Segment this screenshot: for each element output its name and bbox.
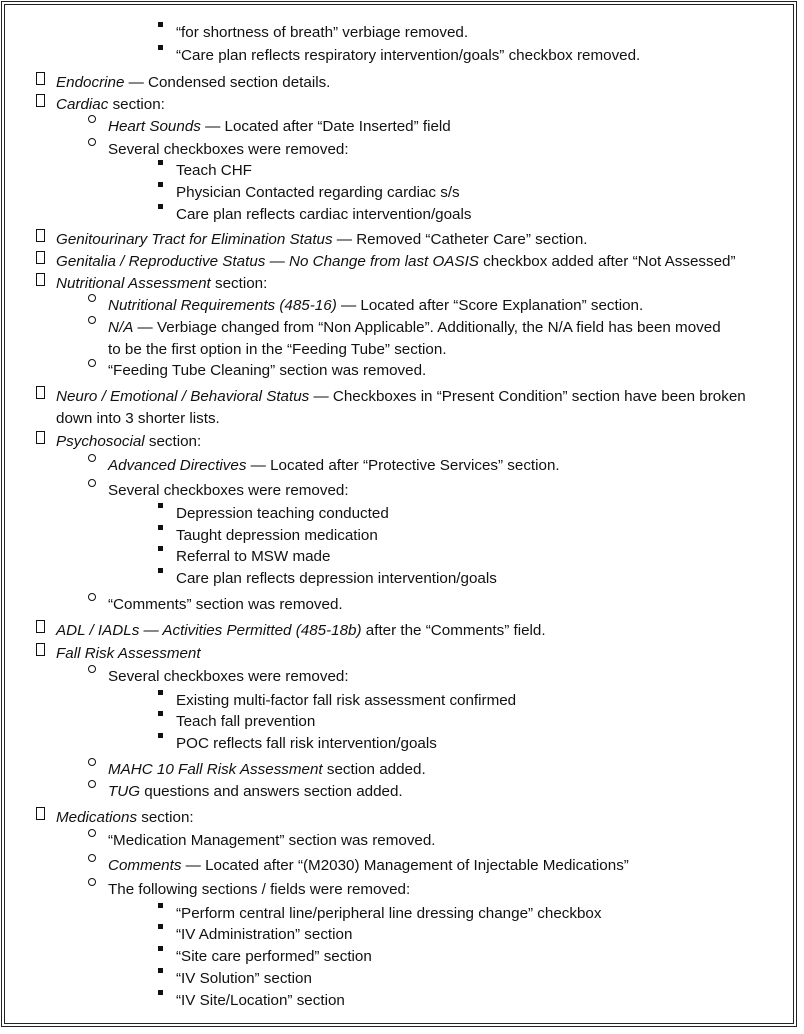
box-bullet-icon (36, 807, 45, 820)
box-bullet-icon (36, 94, 45, 107)
circle-bullet-icon (88, 454, 96, 462)
square-bullet-icon (158, 924, 163, 929)
square-bullet-icon (158, 711, 163, 716)
circle-bullet-icon (88, 479, 96, 487)
circle-bullet-icon (88, 665, 96, 673)
box-bullet-icon (36, 620, 45, 633)
square-bullet-icon (158, 733, 163, 738)
circle-bullet-icon (88, 758, 96, 766)
circle-bullet-icon (88, 316, 96, 324)
square-bullet-icon (158, 546, 163, 551)
box-bullet-icon (36, 229, 45, 242)
box-bullet-icon (36, 643, 45, 656)
box-bullet-icon (36, 72, 45, 85)
circle-bullet-icon (88, 780, 96, 788)
box-bullet-icon (36, 431, 45, 444)
circle-bullet-icon (88, 854, 96, 862)
square-bullet-icon (158, 968, 163, 973)
box-bullet-icon (36, 273, 45, 286)
square-bullet-icon (158, 22, 163, 27)
circle-bullet-icon (88, 294, 96, 302)
square-bullet-icon (158, 568, 163, 573)
square-bullet-icon (158, 525, 163, 530)
square-bullet-icon (158, 990, 163, 995)
circle-bullet-icon (88, 115, 96, 123)
circle-bullet-icon (88, 359, 96, 367)
square-bullet-icon (158, 503, 163, 508)
square-bullet-icon (158, 946, 163, 951)
circle-bullet-icon (88, 829, 96, 837)
box-bullet-icon (36, 386, 45, 399)
square-bullet-icon (158, 690, 163, 695)
square-bullet-icon (158, 45, 163, 50)
square-bullet-icon (158, 160, 163, 165)
square-bullet-icon (158, 903, 163, 908)
box-bullet-icon (36, 251, 45, 264)
circle-bullet-icon (88, 593, 96, 601)
square-bullet-icon (158, 182, 163, 187)
square-bullet-icon (158, 204, 163, 209)
circle-bullet-icon (88, 878, 96, 886)
circle-bullet-icon (88, 138, 96, 146)
